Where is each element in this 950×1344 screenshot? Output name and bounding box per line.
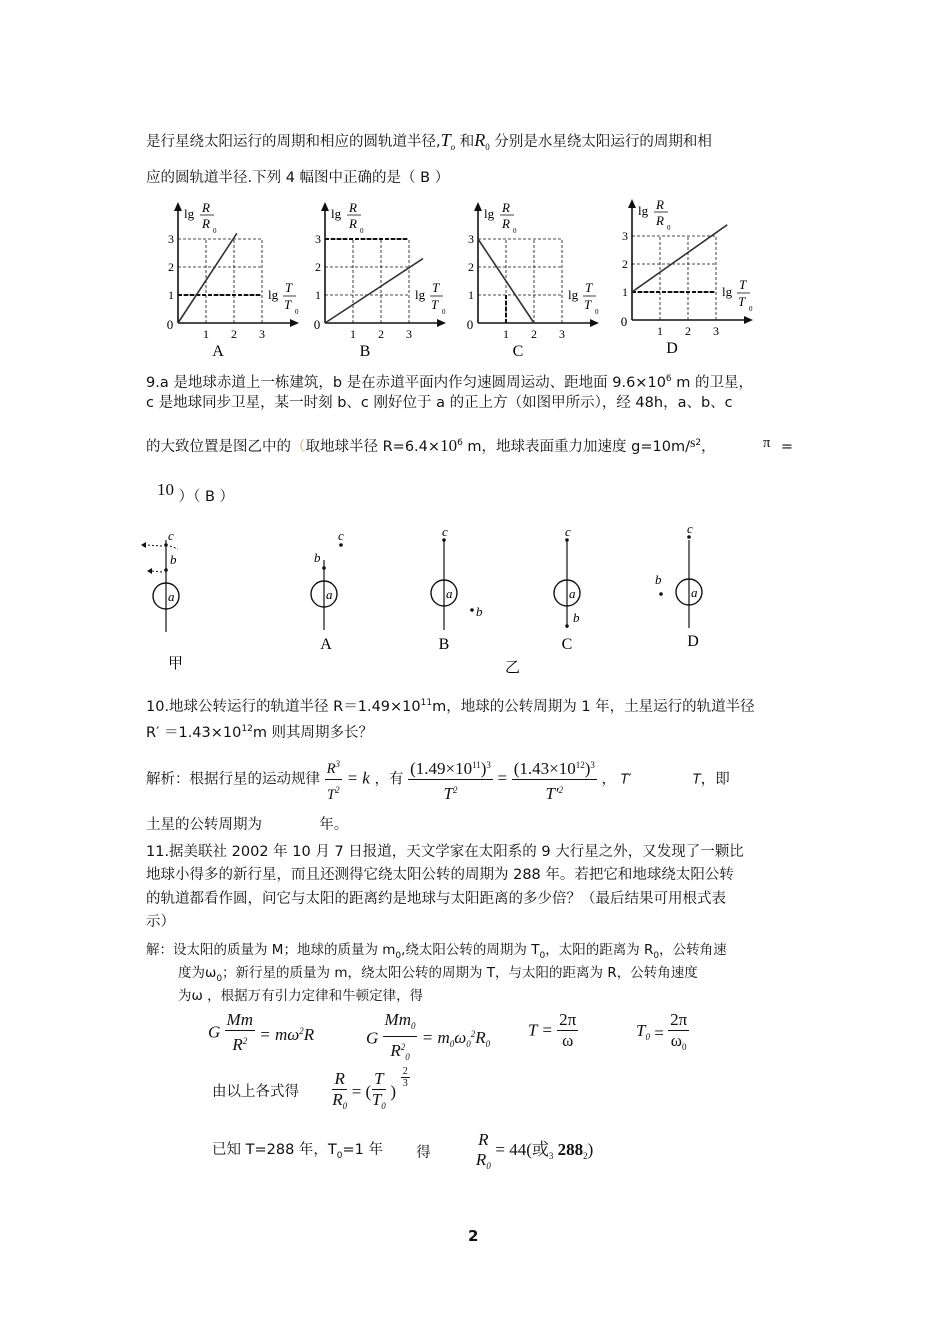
frac-num: R	[478, 1130, 489, 1149]
x-tick-label: 1	[503, 327, 509, 341]
intro-and: 和	[459, 134, 475, 150]
q10-line-1	[146, 693, 755, 717]
eq-gravity-earth	[366, 1010, 490, 1067]
sub: 0	[336, 1151, 343, 1161]
fraction-2pi-omega	[557, 1010, 578, 1051]
x-axis-den: T	[284, 297, 292, 312]
sub: 0	[405, 1052, 410, 1062]
sub: 0	[539, 951, 546, 961]
fraction-earth	[408, 755, 493, 804]
y-axis-num: R	[502, 200, 510, 215]
label-c: c	[442, 524, 448, 539]
y-tick-label: 2	[622, 257, 628, 271]
q10-text: 年。	[319, 817, 349, 833]
y-axis-num: R	[202, 200, 210, 215]
q9-answer: ）（ B ）	[178, 489, 235, 505]
label-yi: 乙	[505, 660, 521, 676]
eq-gravity-new	[208, 1010, 314, 1055]
frac-den: ω	[562, 1031, 574, 1050]
x-tick-label: 1	[657, 324, 663, 338]
label-a: a	[168, 589, 175, 604]
data-line	[632, 225, 727, 292]
x-axis-num: T	[285, 280, 293, 295]
q11-result-text: 由以上各式得	[212, 1084, 299, 1100]
x-axis-num: T	[432, 280, 440, 295]
x-axis-arrow	[437, 319, 446, 327]
label-a: a	[446, 586, 453, 601]
q9-mark: （	[291, 439, 306, 455]
intro-line-1	[146, 130, 712, 157]
x-tick-label: 3	[406, 327, 412, 341]
q9-line-2: c 是地球同步卫星，某一时刻 b、c 刚好位于 a 的正上方（如图甲所示），经 48h，a、b、c	[146, 395, 733, 411]
sub: 0	[381, 1100, 386, 1111]
q11-result-text: 已知 T=288 年，T	[212, 1142, 337, 1158]
page-number: 2	[468, 1227, 479, 1245]
eq-period-earth	[636, 1010, 689, 1057]
frac-num: R	[326, 761, 336, 777]
symbol-G: G	[208, 1022, 221, 1042]
x-axis-lg: lg	[568, 287, 579, 302]
y-axis-den: R	[656, 213, 664, 228]
q10-exp: 11	[420, 698, 433, 708]
q9-unit: s	[689, 436, 696, 451]
y-axis-den: R	[202, 216, 210, 231]
q9-exp: 6	[665, 374, 672, 384]
frac-pow: 3	[486, 760, 491, 770]
frac-exp: 2	[558, 785, 564, 795]
q10-sol-text: ，	[601, 771, 617, 788]
frac-den: R	[475, 1150, 487, 1169]
q11-line-2: 地球小得多的新行星，而且还测得它绕太阳公转的周期为 288 年。若把它和地球绕太阳公转	[146, 867, 734, 883]
x-axis-den: T	[738, 294, 746, 309]
eq-period-new	[528, 1010, 578, 1051]
q9-text: 取地球半径 R=6.4	[305, 439, 428, 455]
y-axis-den-sub: 0	[513, 227, 517, 235]
satellite-b-dot	[659, 592, 663, 596]
q11-line-1: 11.据美联社 2002 年 10 月 7 日报道，天文学家在太阳系的 9 大行星之外，又发现了一颗比	[146, 844, 744, 860]
root-index: 3	[548, 1151, 554, 1161]
q11-sol-text: ,绕太阳公转的周期为 T	[401, 942, 540, 958]
frac-den: T	[443, 784, 453, 803]
symbol-R-sub: 0	[485, 142, 490, 152]
sub: 0	[485, 1038, 491, 1049]
y-axis-den-sub: 0	[213, 227, 217, 235]
q11-sol-text: 度为ω	[178, 965, 217, 981]
orbit-arrow-c	[146, 545, 162, 546]
label-c: c	[338, 528, 344, 543]
y-axis-den-sub: 0	[667, 224, 671, 232]
frac-exp: 3	[335, 759, 340, 769]
fraction-r-r0	[476, 1130, 491, 1176]
symbol-t: T	[692, 772, 701, 788]
intro-text: 是行星绕太阳运行的周期和相应的圆轨道半径,	[146, 134, 441, 150]
x-tick-label: 2	[231, 327, 237, 341]
y-tick-label: 1	[468, 288, 474, 302]
panel-label: C	[561, 636, 573, 653]
frac-num: R	[332, 1069, 347, 1090]
data-line	[178, 233, 237, 323]
symbol-R: R	[474, 130, 486, 150]
q10-sol-text: ，有	[374, 771, 404, 788]
q9-figure	[0, 520, 950, 680]
q9-line-3	[146, 433, 793, 457]
symbol-T-sub: o	[450, 142, 456, 152]
fraction-2pi-omega0	[668, 1010, 689, 1057]
fraction-t-t0	[372, 1069, 386, 1116]
frac-den: T′	[545, 784, 559, 803]
label-jia: 甲	[168, 656, 184, 672]
q11-result-1	[212, 1066, 410, 1116]
satellite-c-dot	[339, 543, 343, 547]
sub: 0	[466, 1038, 471, 1049]
q10-sol-text: ，即	[700, 771, 730, 788]
fraction-r-r0	[332, 1069, 347, 1116]
satellite-b-dot	[322, 566, 326, 570]
sup: 2	[470, 1028, 476, 1039]
satellite-b-dot	[470, 608, 474, 612]
panel-label: A	[320, 636, 332, 653]
sub: 0	[395, 951, 402, 961]
frac-num: (1.43×10	[513, 759, 576, 778]
x-tick-label: 1	[350, 327, 356, 341]
x-axis-lg: lg	[415, 287, 426, 302]
q9-pi: π	[762, 435, 771, 451]
label-c: c	[168, 528, 174, 543]
root-exp: 2	[583, 1151, 588, 1161]
frac-den: ω	[670, 1031, 682, 1050]
y-axis-arrow	[321, 202, 329, 211]
origin-label: 0	[166, 317, 174, 332]
frac-den: R	[332, 1089, 343, 1109]
arrow-head	[141, 542, 146, 548]
omega: ω	[454, 1027, 467, 1047]
q11-result-2	[212, 1130, 593, 1176]
q9-ten: 10	[157, 480, 174, 499]
q10-text: 10.地球公转运行的轨道半径 R＝1.49×10	[146, 699, 421, 715]
frac-num: Mm	[226, 1010, 253, 1029]
y-tick-label: 2	[168, 260, 174, 274]
label-c: c	[687, 521, 693, 536]
frac-pow: 3	[590, 760, 595, 770]
paren-close: )	[587, 1140, 594, 1159]
sub: 0	[681, 1042, 687, 1052]
q9-times: ×	[427, 439, 441, 455]
symbol-T: T	[636, 1020, 646, 1040]
x-axis-den: T	[584, 297, 592, 312]
frac-den: 3	[402, 1078, 408, 1089]
y-axis-lg: lg	[638, 203, 649, 218]
q10-text: m，地球的公转周期为 1 年，土星运行的轨道半径	[432, 699, 755, 715]
y-axis-lg: lg	[184, 206, 195, 221]
y-axis-arrow	[174, 202, 182, 211]
eq-rhs: = k	[346, 768, 370, 788]
q10-text: R′ ＝1.43×10	[146, 725, 242, 741]
origin-label: 0	[620, 314, 628, 329]
y-axis-arrow	[628, 199, 636, 208]
frac-den: R	[232, 1035, 243, 1054]
label-a: a	[691, 585, 698, 600]
root-value: 288	[557, 1140, 584, 1159]
orbit-arrow-b	[152, 571, 162, 572]
frac-num: 2π	[670, 1010, 688, 1029]
y-axis-num: R	[349, 200, 357, 215]
q11-sol-line-3: 为ω ，根据万有引力定律和牛顿定律，得	[178, 988, 424, 1004]
x-axis-den-sub: 0	[749, 305, 753, 313]
panel-label: B	[438, 636, 450, 653]
label-a: a	[569, 586, 576, 601]
label-b: b	[476, 604, 483, 619]
fraction-saturn	[512, 755, 597, 804]
fraction-mm0-r02	[383, 1010, 418, 1067]
q10-text: 土星的公转周期为	[146, 817, 262, 833]
x-tick-label: 3	[713, 324, 719, 338]
x-axis-den-sub: 0	[442, 308, 446, 316]
frac-exp: 2	[242, 1036, 248, 1046]
q9-pow: 10	[647, 375, 666, 391]
y-tick-label: 1	[622, 285, 628, 299]
eq-rhs: = mω	[259, 1024, 300, 1044]
eq-rhs-end: R	[303, 1024, 315, 1044]
panel-label: D	[687, 633, 699, 650]
y-axis-den: R	[349, 216, 357, 231]
x-axis-num: T	[585, 280, 593, 295]
x-axis-den-sub: 0	[595, 308, 599, 316]
frac-exp: 2	[400, 1042, 406, 1052]
q9-eq: =	[780, 439, 794, 455]
q11-line-4: 示）	[146, 914, 175, 930]
label-b: b	[655, 572, 662, 587]
frac-num: T	[372, 1069, 386, 1090]
y-axis-num: R	[656, 197, 664, 212]
label-b: b	[170, 552, 177, 567]
satellite-b-dot	[565, 624, 569, 628]
panel-label: D	[666, 340, 678, 357]
origin-label: 0	[466, 317, 474, 332]
q9-line-1	[146, 369, 753, 393]
arrow-head	[147, 568, 152, 574]
y-tick-label: 1	[315, 288, 321, 302]
intro-line-2: 应的圆轨道半径.下列 4 幅图中正确的是（ B ）	[146, 170, 450, 186]
q10-line-2	[146, 719, 373, 743]
x-axis-arrow	[590, 319, 599, 327]
panel-label: A	[212, 343, 224, 360]
y-tick-label: 3	[622, 229, 628, 243]
sub: 0	[410, 1021, 416, 1031]
frac-num: (1.49×10	[410, 759, 473, 778]
label-c: c	[565, 524, 571, 539]
y-axis-lg: lg	[484, 206, 495, 221]
frac-num: 2	[402, 1066, 408, 1077]
x-axis-arrow	[744, 316, 753, 324]
y-tick-label: 2	[315, 260, 321, 274]
y-axis-lg: lg	[331, 206, 342, 221]
eq-sign: = (	[351, 1082, 372, 1101]
q9-unit-exp: 2	[695, 438, 702, 448]
x-tick-label: 2	[531, 327, 537, 341]
frac-num: Mm	[384, 1010, 411, 1029]
q10-solution	[146, 754, 730, 805]
frac-den: T	[327, 787, 336, 803]
satellite-c-dot	[164, 543, 168, 547]
x-axis-lg: lg	[268, 287, 279, 302]
q9-text: ，	[701, 439, 716, 455]
label-b: b	[573, 610, 580, 625]
x-axis-num: T	[739, 277, 747, 292]
q11-sol-text: ，公转角速	[659, 942, 727, 958]
frac-close: )	[584, 759, 591, 778]
sub: 0	[653, 951, 660, 961]
sub: 0	[486, 1161, 491, 1171]
eq-sign: =	[654, 1023, 664, 1043]
q9-text: m，地球表面重力加速度 g=10m/	[467, 439, 690, 455]
label-b: b	[314, 550, 321, 565]
frac-den: R	[390, 1041, 401, 1060]
symbol-G: G	[366, 1028, 379, 1048]
q10-last-line	[146, 815, 348, 835]
y-tick-label: 2	[468, 260, 474, 274]
x-axis-arrow	[290, 319, 299, 327]
orbit-dash-c	[170, 546, 178, 549]
x-tick-label: 3	[559, 327, 565, 341]
q11-sol-text: 解：设太阳的质量为 M；地球的质量为 m	[146, 942, 396, 958]
frac-exp: 2	[335, 785, 340, 795]
eq-rhs: = m	[421, 1027, 450, 1047]
q11-line-3: 的轨道都看作圆，问它与太阳的距离约是地球与太阳距离的多少倍？（最后结果可用根式表	[146, 891, 726, 907]
frac-exp: 2	[452, 785, 458, 795]
y-tick-label: 3	[168, 232, 174, 246]
q10-sol-text: 解析：根据行星的运动规律	[146, 771, 320, 788]
q9-line-4	[157, 480, 234, 507]
label-a: a	[326, 587, 333, 602]
eq-lhs: T =	[528, 1020, 553, 1040]
panel-label: B	[359, 343, 371, 360]
sub: 0	[342, 1100, 348, 1111]
frac-num: 2π	[559, 1010, 577, 1029]
x-tick-label: 2	[378, 327, 384, 341]
x-axis-den-sub: 0	[295, 308, 299, 316]
symbol-R: R	[475, 1027, 486, 1047]
x-tick-label: 1	[203, 327, 209, 341]
y-axis-den: R	[502, 216, 510, 231]
y-tick-label: 1	[168, 288, 174, 302]
fraction-r3-t2	[325, 754, 342, 805]
q11-result-text: =1 年	[342, 1142, 383, 1158]
q9-exp: 6	[457, 438, 463, 448]
symbol-T: T	[440, 130, 451, 150]
eq-sign: =	[497, 768, 508, 788]
q11-sol-text: ；新行星的质量为 m，绕太阳公转的周期为 T，与太阳的距离为 R，公转角速度	[222, 965, 698, 981]
eq-exp: 2	[299, 1025, 304, 1036]
paren-close: )	[390, 1082, 397, 1101]
q9-text-end: m 的卫星，	[676, 375, 753, 391]
graphs-figure	[0, 195, 950, 395]
q10-text: m 则其周期多长？	[252, 725, 374, 741]
symbol-t-prime: T′	[620, 772, 632, 788]
data-line	[325, 259, 423, 323]
sub: 0	[645, 1031, 650, 1042]
frac-close: )	[480, 759, 487, 778]
y-axis-arrow	[474, 202, 482, 211]
intro-text-end: 分别是水星绕太阳运行的周期和相	[494, 134, 712, 150]
x-axis-den: T	[431, 297, 439, 312]
y-axis-den-sub: 0	[360, 227, 364, 235]
q10-exp: 12	[241, 724, 253, 734]
panel-label: C	[512, 343, 524, 360]
fraction-mm-r2	[225, 1010, 255, 1055]
origin-label: 0	[313, 317, 321, 332]
q9-text: 9.a 是地球赤道上一栋建筑，b 是在赤道平面内作匀速圆周运动、距地面 9.6×	[146, 375, 648, 391]
y-tick-label: 3	[315, 232, 321, 246]
sub: 0	[449, 1038, 455, 1049]
eq-rhs: = 44(或	[495, 1140, 549, 1159]
x-tick-label: 2	[685, 324, 691, 338]
q9-text: 的大致位置是图乙中的	[146, 439, 291, 455]
exponent-2-3	[401, 1066, 410, 1089]
q9-pow: 10	[440, 436, 458, 455]
y-tick-label: 3	[468, 232, 474, 246]
frac-exp: 11	[472, 760, 481, 770]
frac-exp: 12	[575, 760, 585, 770]
q11-result-text: 得	[416, 1145, 431, 1161]
x-tick-label: 3	[259, 327, 265, 341]
sub: 0	[216, 974, 223, 984]
q11-sol-text: ，太阳的距离为 R	[545, 942, 654, 958]
x-axis-lg: lg	[722, 284, 733, 299]
frac-den: T	[371, 1089, 382, 1109]
satellite-b-dot	[164, 568, 168, 572]
